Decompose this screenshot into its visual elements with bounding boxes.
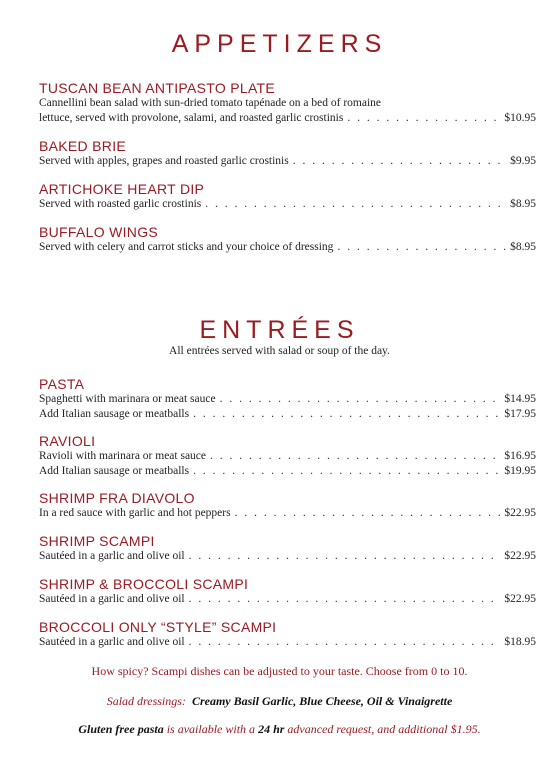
entrees-heading: ENTRÉES	[199, 316, 360, 344]
menu-item-pasta	[39, 376, 536, 422]
item-name: BROCCOLI ONLY “STYLE” SCAMPI	[39, 619, 277, 635]
entrees-subtitle: All entrées served with salad or soup of the day.	[169, 345, 390, 357]
item-description: Ravioli with marinara or meat sauce	[39, 450, 207, 462]
item-price: $8.95	[510, 198, 536, 210]
item-price: $22.95	[504, 507, 536, 519]
item-price-line	[39, 449, 536, 464]
item-description: Add Italian sausage or meatballs	[39, 465, 190, 477]
item-price: $9.95	[510, 155, 536, 167]
menu-item-buffalo-wings	[39, 224, 536, 255]
item-name: RAVIOLI	[39, 433, 96, 449]
gluten-free-text: is available with a	[163, 722, 259, 736]
dot-leader	[189, 635, 501, 650]
dot-leader	[293, 154, 506, 169]
item-price: $22.95	[504, 593, 536, 605]
item-description: Sautéed in a garlic and olive oil	[39, 550, 185, 562]
item-price: $19.95	[504, 465, 536, 477]
item-description: Cannellini bean salad with sun-dried tomato tapénade on a bed of romaine	[39, 97, 382, 109]
gluten-free-hours: 24 hr	[258, 722, 285, 736]
item-name: SHRIMP FRA DIAVOLO	[39, 490, 195, 506]
item-price-line	[39, 154, 536, 169]
item-price-line	[39, 464, 536, 479]
dressings-list: Creamy Basil Garlic, Blue Cheese, Oil & Vinaigrette	[191, 694, 453, 708]
item-price-line	[39, 392, 536, 407]
dot-leader	[189, 592, 501, 607]
item-price: $16.95	[504, 450, 536, 462]
item-description: Served with celery and carrot sticks and your choice of dressing	[39, 241, 334, 253]
item-description: Add Italian sausage or meatballs	[39, 408, 190, 420]
item-price-line	[39, 549, 536, 564]
gluten-free-label: Gluten free pasta	[78, 722, 164, 736]
item-price-line	[39, 111, 536, 126]
item-description: lettuce, served with provolone, salami, and roasted garlic crostinis	[39, 112, 344, 124]
item-price: $18.95	[504, 636, 536, 648]
item-description: Sautéed in a garlic and olive oil	[39, 636, 185, 648]
appetizers-heading: APPETIZERS	[171, 30, 388, 58]
menu-item-ravioli	[39, 433, 536, 479]
item-price: $17.95	[504, 408, 536, 420]
spicy-note: How spicy? Scampi dishes can be adjusted to your taste. Choose from 0 to 10.	[91, 664, 468, 678]
menu-item-shrimp-fra-diavolo	[39, 490, 536, 521]
item-name: PASTA	[39, 376, 85, 392]
item-name: TUSCAN BEAN ANTIPASTO PLATE	[39, 80, 276, 96]
menu-item-baked-brie	[39, 138, 536, 169]
menu-item-artichoke-dip	[39, 181, 536, 212]
menu-item-broccoli-only-scampi	[39, 619, 536, 650]
gluten-free-text-end: advanced request, and additional $1.95.	[284, 722, 481, 736]
dot-leader	[189, 549, 501, 564]
item-price-line	[39, 197, 536, 212]
menu-item-shrimp-broccoli-scampi	[39, 576, 536, 607]
item-price-line	[39, 407, 536, 422]
dot-leader	[193, 407, 500, 422]
gluten-free-note	[0, 722, 559, 737]
item-description: Served with roasted garlic crostinis	[39, 198, 202, 210]
dot-leader	[347, 111, 500, 126]
item-name: SHRIMP SCAMPI	[39, 533, 155, 549]
dot-leader	[193, 464, 500, 479]
item-name: ARTICHOKE HEART DIP	[39, 181, 205, 197]
item-price-line	[39, 592, 536, 607]
item-name: BUFFALO WINGS	[39, 224, 159, 240]
item-description: Served with apples, grapes and roasted garlic crostinis	[39, 155, 289, 167]
item-price: $14.95	[504, 393, 536, 405]
dot-leader	[337, 240, 506, 255]
item-price: $10.95	[504, 112, 536, 124]
item-description: Spaghetti with marinara or meat sauce	[39, 393, 216, 405]
item-price-line	[39, 635, 536, 650]
dressings-label: Salad dressings:	[106, 694, 186, 708]
salad-dressings-note	[0, 694, 559, 709]
item-price-line	[39, 506, 536, 521]
dot-leader	[220, 392, 501, 407]
menu-item-tuscan-bean	[39, 80, 536, 126]
item-description: Sautéed in a garlic and olive oil	[39, 593, 185, 605]
dot-leader	[210, 449, 500, 464]
dot-leader	[235, 506, 501, 521]
menu-item-shrimp-scampi	[39, 533, 536, 564]
item-name: SHRIMP & BROCCOLI SCAMPI	[39, 576, 249, 592]
item-price: $22.95	[504, 550, 536, 562]
dot-leader	[205, 197, 506, 212]
item-name: BAKED BRIE	[39, 138, 127, 154]
item-description: In a red sauce with garlic and hot peppers	[39, 507, 231, 519]
item-price-line	[39, 240, 536, 255]
item-price: $8.95	[510, 241, 536, 253]
